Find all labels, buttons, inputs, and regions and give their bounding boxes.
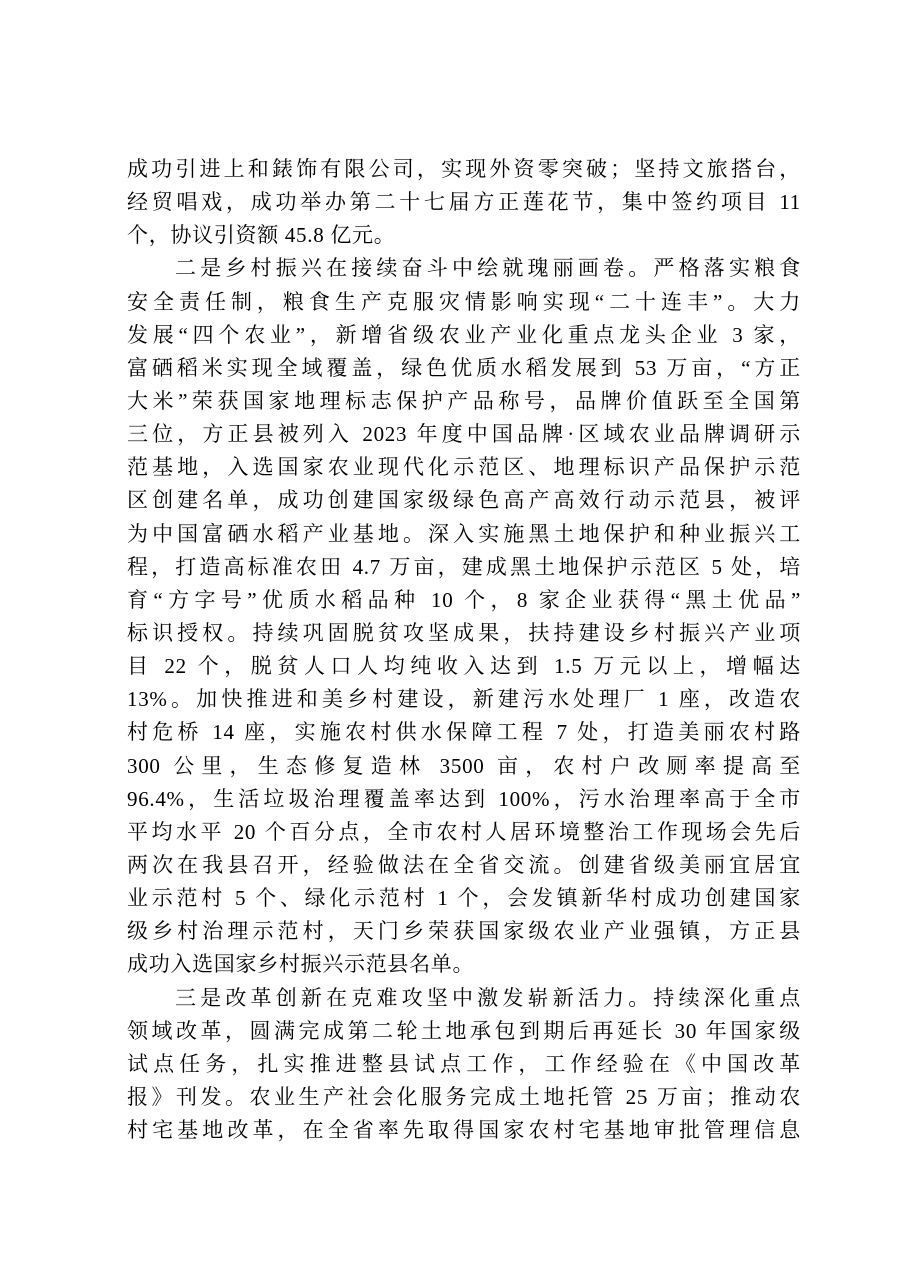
document-body xyxy=(127,153,801,1147)
text-line: 成功引进上和錶饰有限公司，实现外资零突破；坚持文旅搭台， xyxy=(127,157,801,181)
paragraph-rural-revitalization xyxy=(127,252,801,981)
text-line: 三是改革创新在克难攻坚中激发崭新活力。持续深化重点 xyxy=(175,985,801,1010)
text-line: 区创建名单，成功创建国家级绿色高产高效行动示范县，被评 xyxy=(127,488,801,513)
paragraph-reform-innovation xyxy=(127,982,801,1148)
text-line: 目 22 个，脱贫人口人均纯收入达到 1.5 万元以上，增幅达 xyxy=(127,654,801,679)
text-line: 成功入选国家乡村振兴示范县名单。 xyxy=(127,952,475,977)
text-line: 300 公里，生态修复造林 3500 亩，农村户改厕率提高至 xyxy=(127,753,801,778)
text-line: 村宅基地改革，在全省率先取得国家农村宅基地审批管理信息 xyxy=(127,1118,801,1143)
text-line: 育“方字号”优质水稻品种 10 个，8 家企业获得“黑土优品” xyxy=(127,587,801,612)
text-line: 程，打造高标准农田 4.7 万亩，建成黑土地保护示范区 5 处，培 xyxy=(127,554,801,579)
text-line: 试点任务，扎实推进整县试点工作，工作经验在《中国改革 xyxy=(127,1051,801,1076)
paragraph-continuation xyxy=(127,153,801,252)
text-line: 安全责任制，粮食生产克服灾情影响实现“二十连丰”。大力 xyxy=(127,289,801,314)
text-line: 三位，方正县被列入 2023 年度中国品牌·区域农业品牌调研示 xyxy=(127,422,801,447)
text-line: 大米”荣获国家地理标志保护产品称号，品牌价值跃至全国第 xyxy=(127,388,801,413)
text-line: 报》刊发。农业生产社会化服务完成土地托管 25 万亩；推动农 xyxy=(127,1084,801,1109)
text-line: 领域改革，圆满完成第二轮土地承包到期后再延长 30 年国家级 xyxy=(127,1018,801,1043)
text-line: 级乡村治理示范村，天门乡荣获国家级农业产业强镇，方正县 xyxy=(127,919,801,944)
text-line: 13%。加快推进和美乡村建设，新建污水处理厂 1 座，改造农 xyxy=(127,687,801,712)
text-line: 业示范村 5 个、绿化示范村 1 个，会发镇新华村成功创建国家 xyxy=(127,886,801,911)
text-line: 村危桥 14 座，实施农村供水保障工程 7 处，打造美丽农村路 xyxy=(127,720,801,745)
text-line: 个，协议引资额 45.8 亿元。 xyxy=(127,223,396,248)
text-line: 富硒稻米实现全域覆盖，绿色优质水稻发展到 53 万亩，“方正 xyxy=(127,355,801,380)
text-line: 范基地，入选国家农业现代化示范区、地理标识产品保护示范 xyxy=(127,455,801,480)
text-line: 标识授权。持续巩固脱贫攻坚成果，扶持建设乡村振兴产业项 xyxy=(127,620,801,645)
text-line: 发展“四个农业”，新增省级农业产业化重点龙头企业 3 家， xyxy=(127,322,801,347)
text-line: 96.4%，生活垃圾治理覆盖率达到 100%，污水治理率高于全市 xyxy=(127,786,801,811)
text-line: 平均水平 20 个百分点，全市农村人居环境整治工作现场会先后 xyxy=(127,819,801,844)
text-line: 为中国富硒水稻产业基地。深入实施黑土地保护和种业振兴工 xyxy=(127,521,801,546)
text-line: 经贸唱戏，成功举办第二十七届方正莲花节，集中签约项目 11 xyxy=(127,190,801,215)
text-line: 二是乡村振兴在接续奋斗中绘就瑰丽画卷。严格落实粮食 xyxy=(175,256,801,281)
text-line: 两次在我县召开，经验做法在全省交流。创建省级美丽宜居宜 xyxy=(127,852,801,877)
